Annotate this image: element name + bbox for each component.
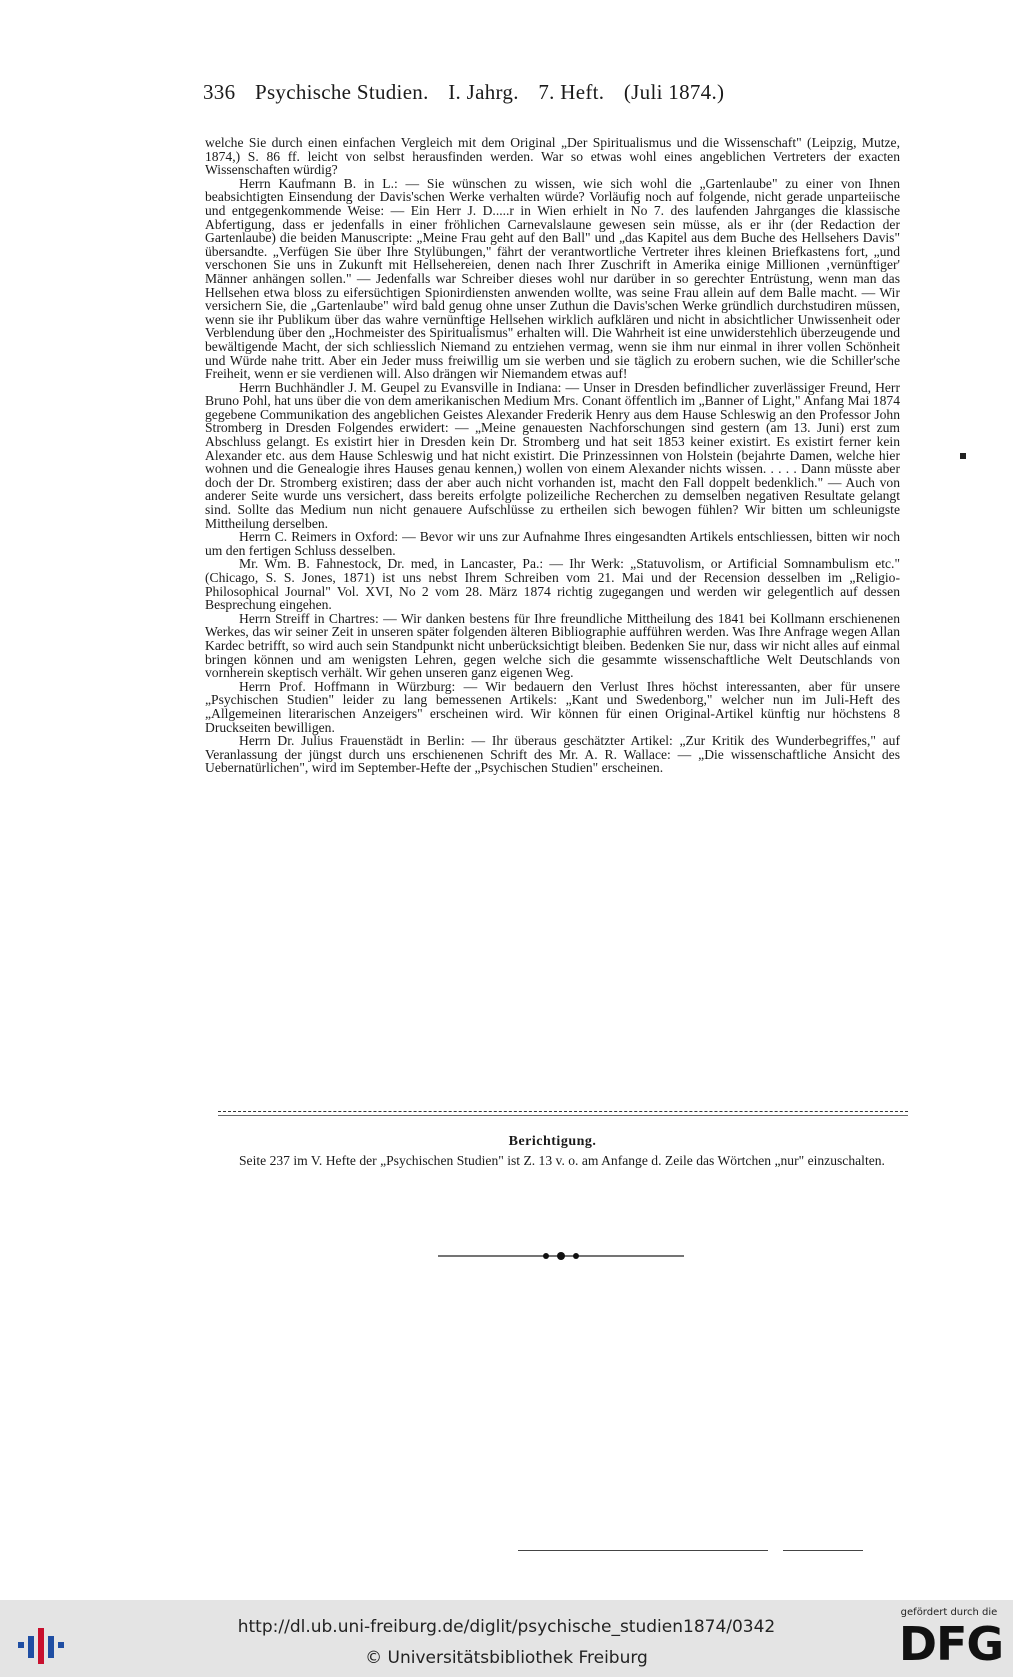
page-body (205, 136, 900, 775)
source-url-link[interactable]: http://dl.ub.uni-freiburg.de/diglit/psychische_studien1874/0342 (237, 1617, 776, 1637)
paragraph: Herrn Streiff in Chartres: — Wir danken bestens für Ihre freundliche Mittheilung des 1841 bei Kollmann erschienenen Werkes, das wir seiner Zeit in unseren später folgenden älteren Bibliographie aufführen werden. Was Ihre Anfrage wegen Allan Kardec betrifft, so wird auch sein Standpunkt nicht unberücksichtigt bleiben. Bedenken Sie nur, dass wir nicht alles auf einmal bringen können und am wenigsten Lehren, gegen welche sich die gesammte wissenschaftliche Welt Deutschlands von vornherein skeptisch verhält. Wir gehen unseren ganz eigenen Weg. (205, 610, 900, 681)
issue-label: 7. Heft. (538, 80, 605, 104)
paragraph: welche Sie durch einen einfachen Vergleich mit dem Original „Der Spiritualismus und die Wissenschaft" (Leipzig, Mutze, 1874,) S. 86 ff. leicht von selbst herausfinden werden. War so etwas wohl eines angeblichen Vertreters der exacten Wissenschaften würdig? (205, 135, 900, 178)
paragraph: Herrn Buchhändler J. M. Geupel zu Evansville in Indiana: — Unser in Dresden befindlicher zuverlässiger Freund, Herr Bruno Pohl, hat uns über die von dem amerikanischen Medium Mrs. Conant öffentlich im „Banner of Light," Anfang Mai 1874 gegebene Communikation des angeblichen Geistes Alexander Frederik Henry aus dem Hause Schleswig an den Professor John Stromberg in Dresden Folgendes erwidert: — „Meine genauesten Nachforschungen sind gestern (am 13. Juni) erst zum Abschluss gelangt. Es existirt hier in Dresden kein Dr. Stromberg und hat seit 1853 keiner existirt. Es existirt ferner kein Alexander etc. aus dem Hause Schleswig und hat nicht existirt. Die Prinzessinnen von Holstein (bejahrte Damen, welche hier wohnen und die Genealogie ihres Hauses genau kennen,) wollen von einem Alexander nichts wissen. . . . . Dann müsste aber doch der Dr. Stromberg existiren; dass der aber auch nicht vorhanden ist, macht den Fall doppelt bedenklich." — Auch von anderer Seite wurde uns versichert, dass bereits erfolgte polizeiliche Recherchen zu demselben negativen Resultate gelangt sind. Sollte das Medium nun nicht genauere Aufschlüsse zu ertheilen sich bewogen fühlen? Wir bitten um schleunigste Mittheilung derselben. (205, 379, 900, 531)
funding-note: gefördert durch die (900, 1607, 998, 1618)
volume-label: I. Jahrg. (448, 80, 519, 104)
copyright-notice: © Universitätsbibliothek Freiburg (365, 1648, 648, 1668)
section-divider (218, 1111, 908, 1112)
paragraph: Herrn Dr. Julius Frauenstädt in Berlin: — Ihr überaus geschätzter Artikel: „Zur Kritik des Wunderbegriffes," auf Veranlassung der jüngst durch uns erschienenen Schrift des Mr. A. R. Wallace: — „Die wissenschaftliche Ansicht des Uebernatürlichen", wird im September-Hefte der „Psychischen Studien" erscheinen. (205, 733, 900, 776)
margin-mark (960, 453, 966, 459)
paragraph: Herrn Kaufmann B. in L.: — Sie wünschen zu wissen, wie sich wohl die „Gartenlaube" zu einer von Ihnen beabsichtigten Einsendung der Davis'schen Werke verhalten würde? Vorläufig noch auf folgende, nicht gerade unparteiische und entgegenkommende Weise: — Ein Herr J. D.....r in Wien erhielt in No 7. des laufenden Jahrganges die klassische Abfertigung, dass er jedenfalls in einer fröhlichen Carnevalslaune gewesen sein müsse, als er ihr (der Redaction der Gartenlaube) die beiden Manuscripte: „Meine Frau geht auf den Ball" und „das Kapitel aus dem Buche des Hellsehers Davis" übersandte. „Verfügen Sie über Ihre Stylübungen," fährt der verantwortliche Vertreter ihres kleinen Briefkastens fort, „und verschonen Sie uns in Zukunft mit Hellsehereien, denen nach Ihrer Zuschrift in Amerika einige Millionen ‚vernünftiger' Männer anhängen sollen." — Jedenfalls war Schreiber dieses wohl nur darüber in so gerechter Entrüstung, wenn man das Hellsehen etwa bloss zu eifersüchtigen Spionirdiensten anwenden wollte, was seine Frau allein auf dem Balle macht. — Wir versichern Sie, die „Gartenlaube" wird bald genug ohne unser Zuthun die Davis'schen Werke gründlich durchstudiren müssen, wenn sie ihr Publikum über das wahre vernünftige Hellsehen wirklich aufklären und nicht in absichtlicher Unwissenheit oder Verblendung über den „Hochmeister des Spiritualismus" erhalten will. Die Wahrheit ist eine unwiderstehlich überzeugende und bewältigende Macht, der sich schliesslich Niemand zu entziehen vermag, wenn sie ihm nur einmal in ihrer vollen Schönheit und Würde nahe tritt. Aber ein Jeder muss freiwillig um sie werben und sie täglich zu erobern suchen, wie die Schiller'sche Freiheit, wenn er sie verdienen will. Also drängen wir Niemandem etwas auf! (205, 175, 900, 382)
ornament-divider (438, 1249, 684, 1263)
page-number: 336 (203, 80, 236, 104)
paragraph: Mr. Wm. B. Fahnestock, Dr. med, in Lancaster, Pa.: — Ihr Werk: „Statuvolism, or Artificial Somnambulism etc." (Chicago, S. S. Jones, 1871) ist uns nebst Ihrem Schreiben vom 21. Mai und der Recension desselben im „Religio-Philosophical Journal" Vol. XVI, No 2 vom 28. März 1874 richtig zugegangen und werden wir gelegentlich auf dessen Besprechung eingehen. (205, 556, 900, 613)
section-divider (218, 1115, 908, 1116)
bottom-rule (518, 1550, 768, 1553)
dfg-logo: DFG (898, 1617, 1004, 1671)
bottom-rule (783, 1550, 863, 1553)
paragraph: Herrn C. Reimers in Oxford: — Bevor wir uns zur Aufnahme Ihres eingesandten Artikels entschliessen, bitten wir noch um den fertigen Schluss desselben. (205, 529, 900, 558)
correction-title: Berichtigung. (508, 1134, 597, 1149)
issue-date: (Juli 1874.) (623, 80, 725, 104)
correction-text: Seite 237 im V. Hefte der „Psychischen Studien" ist Z. 13 v. o. am Anfange d. Zeile das Wörtchen „nur" einzuschalten. (239, 1153, 885, 1168)
page-header (203, 80, 843, 110)
paragraph: Herrn Prof. Hoffmann in Würzburg: — Wir bedauern den Verlust Ihres höchst interessanten, aber für unsere „Psychischen Studien" leider zu lang bemessenen Artikels: „Kant und Swedenborg," welcher nun im Juli-Heft des „Allgemeinen literarischen Anzeigers" erscheinen wird. Wir können für einen Original-Artikel künftig nur höchstens 8 Druckseiten bewilligen. (205, 678, 900, 735)
journal-title: Psychische Studien. (254, 80, 429, 104)
